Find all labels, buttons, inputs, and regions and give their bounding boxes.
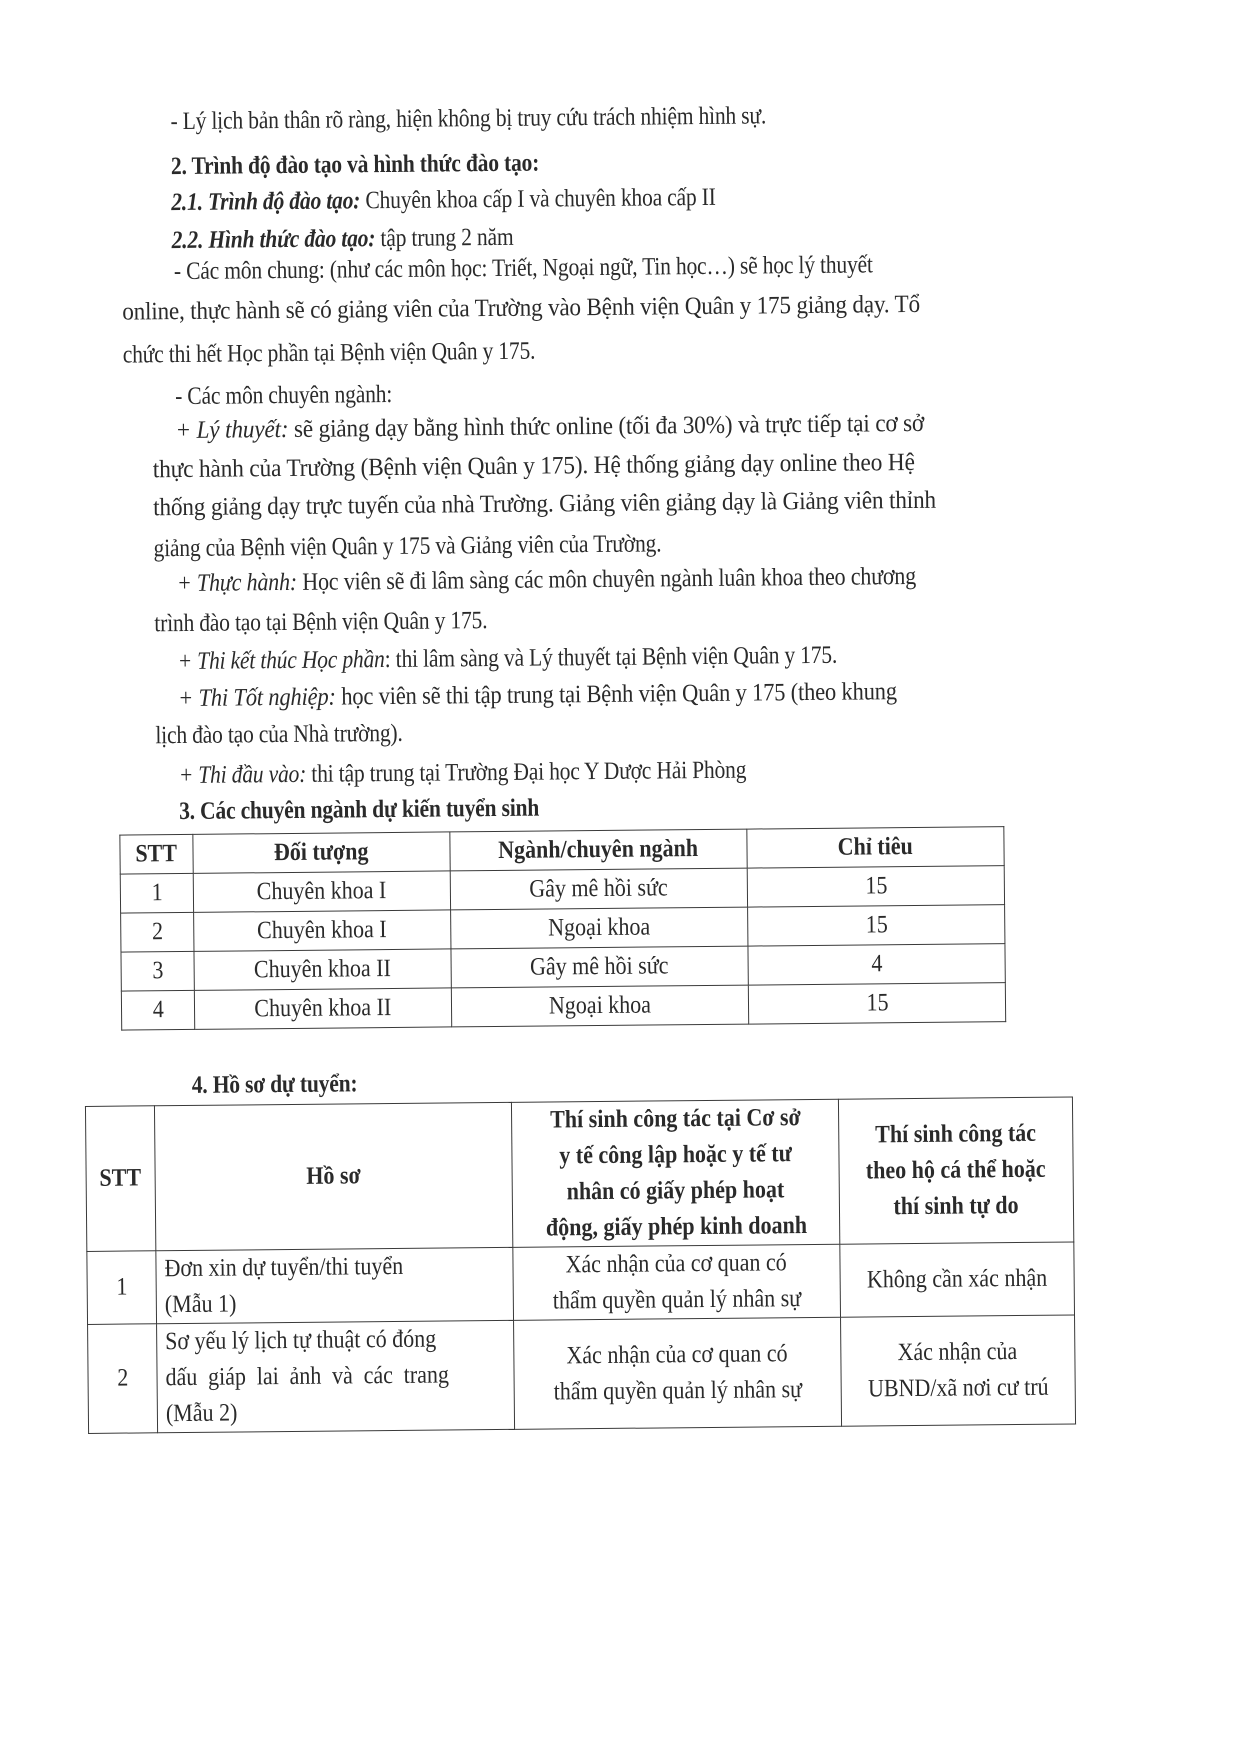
header-stt: STT	[85, 1106, 155, 1252]
paragraph-theory-line-3	[153, 485, 995, 523]
majors-table	[119, 826, 1006, 1030]
paragraph-final-exam	[178, 640, 945, 677]
cell-stt: 3	[121, 951, 194, 991]
text: giảng của Bệnh viện Quân y 175 và Giảng viên của Trường.	[153, 530, 662, 563]
header-document: Hồ sơ	[154, 1102, 512, 1250]
cell-quota: 15	[747, 866, 1004, 907]
cell-target: Chuyên khoa II	[194, 949, 451, 990]
cell-stt: 4	[121, 990, 194, 1030]
paragraph-criminal-record	[170, 100, 863, 137]
paragraph-theory-line-1	[175, 408, 980, 446]
header-major: Ngành/chuyên ngành	[450, 829, 747, 871]
cell-quota: 15	[748, 983, 1005, 1024]
cell-major: Ngoại khoa	[451, 907, 748, 949]
table-row	[88, 1315, 1076, 1433]
cell-document: Đơn xin dự tuyển/thi tuyển (Mẫu 1)	[156, 1247, 514, 1323]
header-stt: STT	[120, 834, 193, 874]
label: + Thi Tốt nghiệp:	[177, 683, 336, 713]
text: thống giảng dạy trực tuyến của nhà Trường. Giảng viên giảng dạy là Giảng viên thỉnh	[153, 486, 937, 522]
header-public-facility-candidates: Thí sinh công tác tại Cơ sở y tế công lập hoặc y tế tư nhân có giấy phép hoạt động, giấy phép kinh doanh	[511, 1099, 839, 1247]
cell-major: Ngoại khoa	[451, 985, 748, 1027]
header-quota: Chỉ tiêu	[747, 827, 1004, 868]
header-target: Đối tượng	[193, 832, 450, 873]
label: 2.1. Trình độ đào tạo:	[171, 187, 361, 217]
cell-target: Chuyên khoa II	[194, 988, 451, 1029]
paragraph-entrance-exam	[179, 755, 839, 791]
cell-quota: 4	[748, 944, 1005, 985]
cell-stt: 2	[88, 1324, 158, 1434]
heading-text: 4. Hồ sơ dự tuyển:	[191, 1070, 358, 1099]
cell-stt: 1	[87, 1251, 157, 1325]
cell-stt: 1	[120, 873, 193, 913]
text: thi tập trung tại Trường Đại học Y Dược Hải Phòng	[306, 756, 747, 788]
cell-target: Chuyên khoa I	[193, 871, 450, 912]
cell-public-requirement: Xác nhận của cơ quan có thẩm quyền quản lý nhân sự	[514, 1317, 842, 1429]
paragraph-theory-line-4	[153, 529, 744, 565]
paragraph-practice-line-2	[154, 606, 542, 640]
text: Chuyên khoa cấp I và chuyên khoa cấp II	[360, 183, 716, 215]
heading-section-2	[171, 148, 599, 182]
text: lịch đào tạo của Nhà trường).	[155, 719, 403, 750]
table-row	[121, 983, 1005, 1030]
label: + Thực hành:	[176, 568, 298, 598]
label: + Thi kết thúc Học phần	[177, 646, 385, 676]
text: online, thực hành sẽ có giảng viên của Trường vào Bệnh viện Quân y 175 giảng dạy. Tổ	[122, 290, 921, 326]
documents-table	[85, 1096, 1076, 1433]
text: học viên sẽ thi tập trung tại Bệnh viện Quân y 175 (theo khung	[335, 678, 897, 711]
cell-major: Gây mê hồi sức	[451, 946, 748, 988]
header-private-free-candidates: Thí sinh công tác theo hộ cá thể hoặc thí sinh tự do	[838, 1097, 1073, 1244]
text: : thi lâm sàng và Lý thuyết tại Bệnh viện Quân y 175.	[384, 641, 838, 674]
text: sẽ giảng dạy bằng hình thức online (tối đa 30%) và trực tiếp tại cơ sở	[288, 409, 925, 443]
text: tập trung 2 năm	[375, 223, 514, 253]
paragraph-general-subjects-line-3	[123, 336, 603, 371]
cell-quota: 15	[748, 905, 1005, 946]
paragraph-general-subjects-line-1	[174, 249, 987, 287]
heading-text: 2. Trình độ đào tạo và hình thức đào tạo:	[170, 149, 540, 181]
text: trình đào tạo tại Bệnh viện Quân y 175.	[154, 607, 488, 638]
cell-public-requirement: Xác nhận của cơ quan có thẩm quyền quản lý nhân sự	[513, 1244, 841, 1320]
text: thực hành của Trường (Bệnh viện Quân y 175). Hệ thống giảng dạy online theo Hệ	[152, 448, 915, 484]
cell-free-requirement: Không cần xác nhận	[840, 1242, 1075, 1317]
text: - Các môn chung: (như các môn học: Triết, Ngoại ngữ, Tin học…) sẽ học lý thuyết	[173, 251, 873, 286]
heading-text: 3. Các chuyên ngành dự kiến tuyển sinh	[179, 794, 540, 826]
heading-section-4	[192, 1069, 385, 1101]
label: + Thi đầu vào:	[178, 760, 307, 790]
paragraph-practice-line-1	[177, 561, 1017, 599]
label: 2.2. Hình thức đào tạo:	[171, 225, 376, 255]
paragraph-2-1	[171, 182, 804, 218]
table-header-row	[85, 1097, 1073, 1251]
cell-document: Sơ yếu lý lịch tự thuật có đóng dấu giáp lai ảnh và các trang (Mẫu 2)	[157, 1320, 515, 1432]
paragraph-graduation-line-2	[155, 719, 443, 752]
cell-free-requirement: Xác nhận của UBND/xã nơi cư trú	[841, 1315, 1076, 1426]
paragraph-specialty-intro	[175, 380, 428, 412]
paragraph-graduation-line-1	[178, 676, 977, 714]
paragraph-theory-line-2	[153, 447, 968, 485]
text: - Các môn chuyên ngành:	[175, 380, 393, 411]
cell-target: Chuyên khoa I	[194, 910, 451, 951]
paragraph-2-2	[172, 222, 570, 256]
paragraph-general-subjects-line-2	[122, 289, 985, 327]
cell-stt: 2	[121, 912, 194, 952]
text: - Lý lịch bản thân rõ ràng, hiện không bị truy cứu trách nhiệm hình sự.	[170, 102, 767, 136]
table-row	[87, 1242, 1075, 1324]
label: + Lý thuyết:	[175, 415, 289, 445]
text: Học viên sẽ đi lâm sàng các môn chuyên ngành luân khoa theo chương	[296, 562, 917, 596]
heading-section-3	[179, 793, 598, 827]
cell-major: Gây mê hồi sức	[450, 868, 747, 910]
text: chức thi hết Học phần tại Bệnh viện Quân y 175.	[122, 337, 536, 369]
